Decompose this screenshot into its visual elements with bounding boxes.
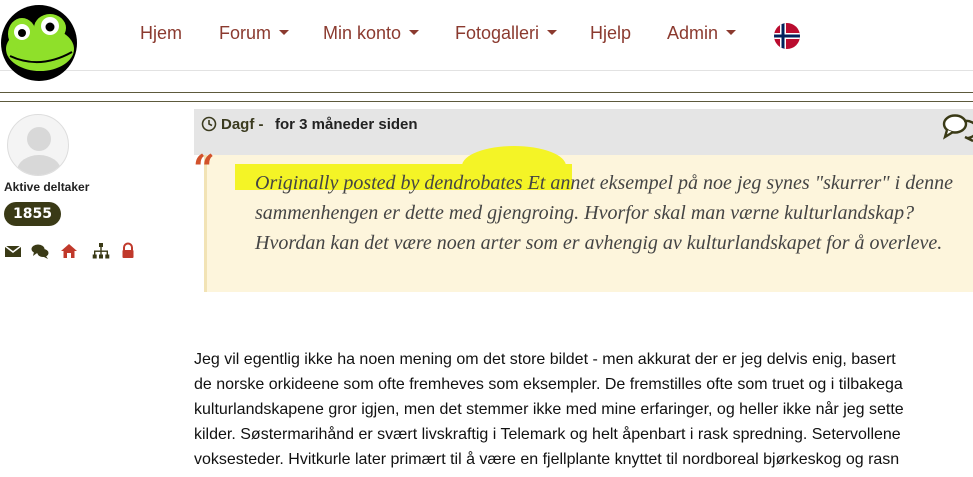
avatar[interactable] [7,114,69,176]
post-body-line: voksesteder. Hvitkurle later primært til å være en fjellplante knyttet til nordboreal bjørkeskog og rasn [194,451,900,468]
post-body [194,347,973,477]
divider [0,92,973,93]
nav-hjem-label: Hjem [140,23,183,43]
lock-icon[interactable] [119,242,137,260]
chevron-down-icon [547,30,557,35]
sitemap-icon[interactable] [92,242,110,260]
post-author[interactable] [221,116,264,133]
comments-icon[interactable] [31,242,49,260]
author-separator: - [258,116,264,133]
nav-hjelp[interactable] [590,23,631,44]
chevron-down-icon [279,30,289,35]
quote-attribution: Originally posted by dendrobates [255,172,523,194]
nav-min-konto[interactable] [323,23,419,44]
nav-forum-label: Forum [219,23,272,43]
nav-fotogalleri-label: Fotogalleri [455,23,540,43]
post-body-line: kilder. Søstermarihånd er svært livskraftig i Telemark og helt åpenbart i rask spredning. Setervollene [194,426,901,443]
home-icon[interactable] [60,242,78,260]
post-header [194,109,973,155]
post-body-line: kulturlandskapene gror igjen, men det stemmer ikke med mine erfaringer, og heller ikke når jeg sette [194,401,904,418]
quote-mark-icon: “ [193,146,215,191]
post-time: for 3 måneder siden [275,116,418,133]
frog-logo[interactable] [0,4,78,82]
default-avatar-icon [8,115,69,176]
nav-forum[interactable] [219,23,289,44]
post-body-line: de norske orkideene som ofte fremheves som eksempler. De fremstilles ofte som truet og i tilbakega [194,376,903,393]
quote-text [255,168,971,258]
nav-fotogalleri[interactable] [455,23,557,44]
norwegian-flag-icon[interactable] [774,23,800,49]
quote-body: Et annet eksempel på noe jeg synes "skurrer" i denne sammenhengen er dette med gjengroing. Hvorfor skal man værne kulturlandskap? Hvordan kan det være noen arter som er avhengig av kulturlandskapet for å overleve. [255,172,953,254]
chevron-down-icon [726,30,736,35]
nav-hjem[interactable] [140,23,182,44]
post-body-line: Jeg vil egentlig ikke ha noen mening om det store bildet - men akkurat der er jeg delvis enig, basert [194,351,896,368]
nav-hjelp-label: Hjelp [590,23,632,43]
post-count-badge: 1855 [4,202,61,226]
author-name[interactable]: Dagf [221,116,255,133]
clock-icon [201,116,217,132]
chevron-down-icon [409,30,419,35]
user-rank: Aktive deltaker [4,180,90,194]
divider [0,101,973,102]
envelope-icon[interactable] [4,242,22,260]
nav-min-konto-label: Min konto [323,23,402,43]
quote-reply-icon[interactable] [942,112,973,142]
nav-admin[interactable] [667,23,736,44]
nav-admin-label: Admin [667,23,719,43]
top-navbar [0,0,973,71]
